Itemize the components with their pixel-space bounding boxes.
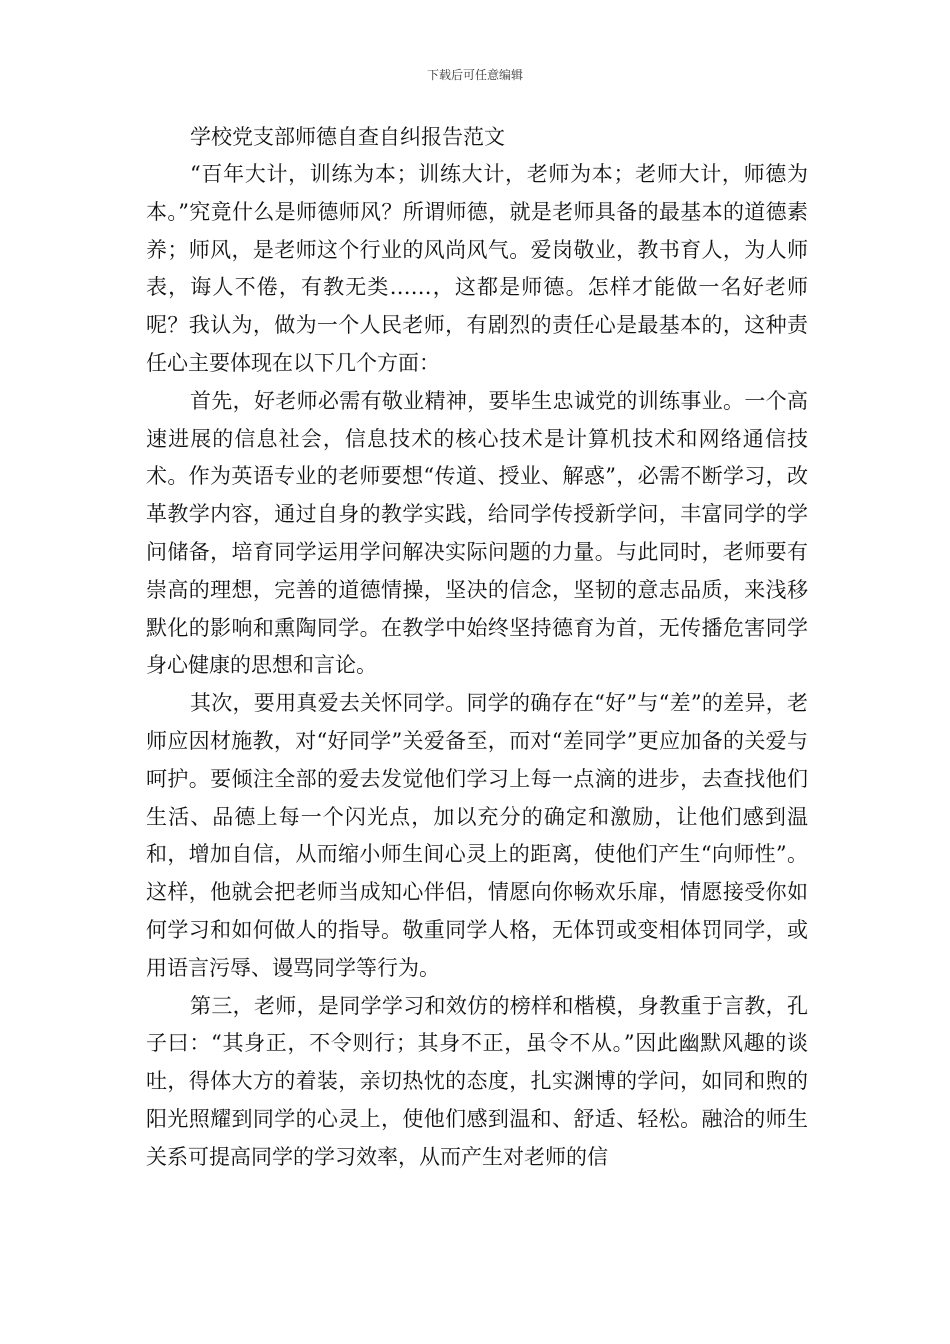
paragraph-intro: “百年大计，训练为本；训练大计，老师为本；老师大计，师德为本。”究竟什么是师德师风？所谓师德，就是老师具备的最基本的道德素养；师风，是老师这个行业的风尚风气。爱岗敬业，教书育人，为人师表，诲人不倦，有教无类……，这都是师德。怎样才能做一名好老师呢？我认为，做为一个人民老师，有剧烈的责任心是最基本的，这种责任心主要体现在以下几个方面： [146,162,808,375]
paragraph-third: 第三，老师，是同学学习和效仿的榜样和楷模，身教重于言教，孔子曰：“其身正，不令则行；其身不正，虽令不从。”因此幽默风趣的谈吐，得体大方的着装，亲切热忱的态度，扎实渊博的学问，如同和煦的阳光照耀到同学的心灵上，使他们感到温和、舒适、轻松。融洽的师生关系可提高同学的学习效率，从而产生对老师的信 [146,993,808,1169]
paragraph-second: 其次，要用真爱去关怀同学。同学的确存在“好”与“差”的差异，老师应因材施教，对“好同学”关爱备至，而对“差同学”更应加备的关爱与呵护。要倾注全部的爱去发觉他们学习上每一点滴的进步，去查找他们生活、品德上每一个闪光点，加以充分的确定和激励，让他们感到温和，增加自信，从而缩小师生间心灵上的距离，使他们产生“向师性”。这样，他就会把老师当成知心伴侣，情愿向你畅欢乐扉，情愿接受你如何学习和如何做人的指导。敬重同学人格，无体罚或变相体罚同学，或用语言污辱、谩骂同学等行为。 [146,691,808,980]
document-title: 学校党支部师德自查自纠报告范文 [190,125,505,149]
paragraph-first: 首先，好老师必需有敬业精神，要毕生忠诚党的训练事业。一个高速进展的信息社会，信息技术的核心技术是计算机技术和网络通信技术。作为英语专业的老师要想“传道、授业、解惑”，必需不断学习，改革教学内容，通过自身的教学实践，给同学传授新学问，丰富同学的学问储备，培育同学运用学问解决实际问题的力量。与此同时，老师要有崇高的理想，完善的道德情操，坚决的信念，坚韧的意志品质，来浅移默化的影响和熏陶同学。在教学中始终坚持德育为首，无传播危害同学身心健康的思想和言论。 [146,388,808,678]
document-body [146,118,808,1177]
page-header-note: 下载后可任意编辑 [426,68,523,82]
